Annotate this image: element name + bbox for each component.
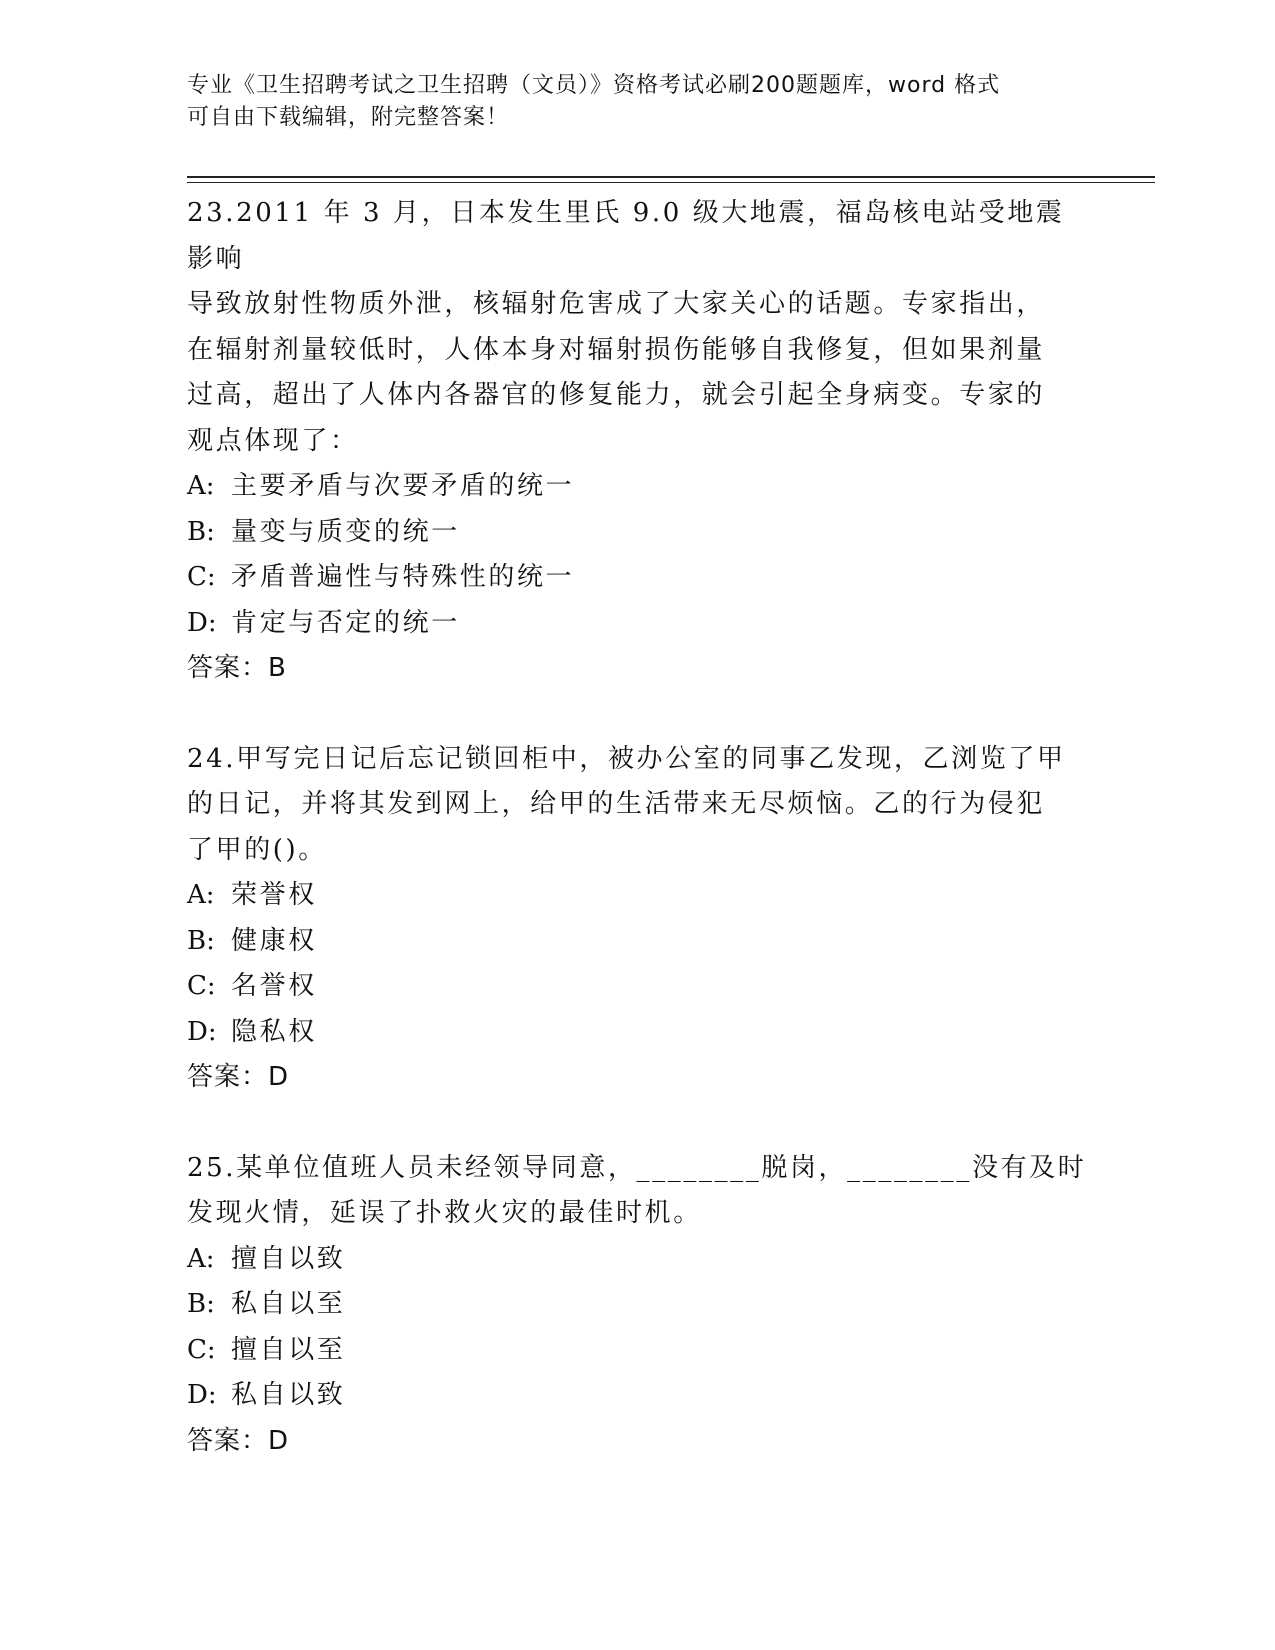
option-c [187, 1328, 1087, 1374]
header-rule-thin [187, 182, 1155, 183]
option-text: 量变与质变的统一 [231, 516, 460, 547]
option-letter: C: [187, 562, 216, 592]
option-b [187, 919, 1087, 965]
document-header [187, 70, 1067, 134]
option-text: 擅自以至 [231, 1334, 346, 1365]
question-stem-line: 在辐射剂量较低时，人体本身对辐射损伤能够自我修复，但如果剂量 [187, 334, 1046, 365]
option-a [187, 1237, 1087, 1283]
question-stem-line: 发现火情，延误了扑救火灾的最佳时机。 [187, 1198, 702, 1228]
option-letter: B: [187, 925, 215, 956]
question-stem-line: 24.甲写完日记后忘记锁回柜中，被办公室的同事乙发现，乙浏览了甲 [187, 743, 1066, 774]
option-a [187, 464, 1087, 510]
option-letter: B: [187, 516, 215, 547]
question-24 [187, 737, 1087, 1101]
option-d [187, 1373, 1087, 1419]
option-letter: A: [187, 880, 215, 910]
answer-line: 答案：D [187, 1425, 290, 1456]
question-stem-line: 过高，超出了人体内各器官的修复能力，就会引起全身病变。专家的 [187, 380, 1046, 410]
option-b [187, 1282, 1087, 1328]
option-letter: A: [187, 1243, 215, 1274]
option-text: 名誉权 [231, 971, 317, 1001]
option-d [187, 1010, 1087, 1056]
option-letter: D: [187, 607, 217, 638]
option-text: 荣誉权 [231, 880, 317, 910]
header-line-1: 专业《卫生招聘考试之卫生招聘（文员）》资格考试必刷200题题库，word 格式 [187, 73, 1001, 98]
question-stem-line: 25.某单位值班人员未经领导同意，________脱岗，________没有及时 [187, 1152, 1087, 1183]
option-text: 私自以至 [231, 1289, 346, 1319]
option-letter: B: [187, 1289, 215, 1319]
option-letter: D: [187, 1016, 217, 1047]
option-d [187, 601, 1087, 647]
option-letter: D: [187, 1380, 217, 1410]
option-letter: A: [187, 471, 215, 501]
option-text: 隐私权 [231, 1016, 317, 1047]
question-list [187, 191, 1087, 1509]
option-letter: C: [187, 1334, 216, 1365]
option-b [187, 510, 1087, 556]
answer-line: 答案：D [187, 1062, 290, 1092]
question-stem-line: 观点体现了： [187, 425, 359, 456]
option-text: 私自以致 [231, 1380, 346, 1410]
option-a [187, 873, 1087, 919]
header-rule-thick [187, 176, 1155, 178]
answer-line: 答案：B [187, 653, 287, 683]
option-c [187, 555, 1087, 601]
option-text: 矛盾普遍性与特殊性的统一 [231, 562, 575, 592]
question-23 [187, 191, 1087, 692]
question-stem-line: 导致放射性物质外泄，核辐射危害成了大家关心的话题。专家指出， [187, 289, 1046, 319]
option-c [187, 964, 1087, 1010]
option-text: 肯定与否定的统一 [231, 607, 460, 638]
option-text: 主要矛盾与次要矛盾的统一 [231, 471, 575, 501]
option-text: 擅自以致 [231, 1243, 346, 1274]
option-letter: C: [187, 971, 216, 1001]
question-25 [187, 1146, 1087, 1465]
question-stem-line: 了甲的()。 [187, 834, 327, 865]
question-stem-line: 的日记，并将其发到网上，给甲的生活带来无尽烦恼。乙的行为侵犯 [187, 789, 1046, 819]
question-stem-line: 23.2011 年 3 月，日本发生里氏 9.0 级大地震，福岛核电站受地震影响 [187, 198, 1065, 274]
option-text: 健康权 [231, 925, 317, 956]
header-line-2: 可自由下载编辑，附完整答案！ [187, 105, 510, 130]
